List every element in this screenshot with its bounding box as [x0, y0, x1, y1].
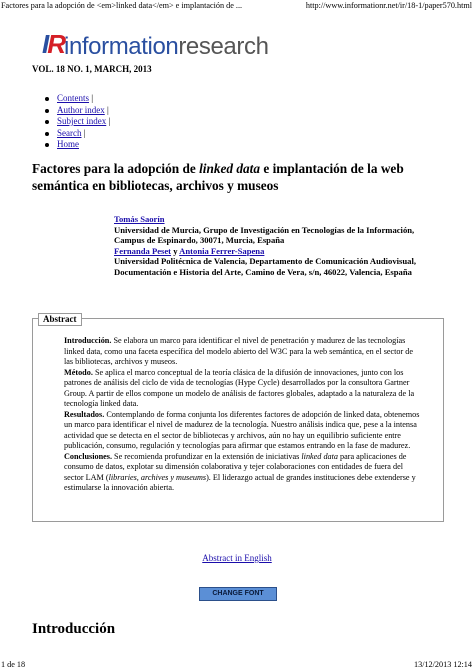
page-url: http://www.informationr.net/ir/18-1/paper570.html [305, 1, 472, 10]
abstract-in-english-link[interactable]: Abstract in English [202, 553, 272, 563]
logo-text-research: research [178, 33, 269, 60]
author-link-ferrer-sapena[interactable]: Antonia Ferrer-Sapena [179, 245, 265, 256]
logo-text-information: information [64, 33, 179, 60]
abstract-conclusions: Conclusiones. Se recomienda profundizar en la extensión de iniciativas linked data para aplicaciones de consumo de datos, explotar su dimensión colaborativa y tejer colaboraciones con entidades de fuera del sector LAM (libraries, archives y museums). El liderazgo actual de grandes instituciones debe extenderse y estimularse la innovación abierta. [64, 451, 416, 492]
page-number: 1 de 18 [1, 660, 26, 669]
author-link-peset[interactable]: Fernanda Peset [114, 245, 172, 256]
nav-item-author-index: Author index | [45, 105, 110, 117]
nav-link-author-index[interactable]: Author index [57, 104, 105, 115]
abstract-results: Resultados. Contemplando de forma conjunta los diferentes factores de adopción de linked data, obtenemos un marco para identificar el nivel de madurez de la tecnología. Nuestro análisis indica que, pese a la intensa actividad que se detecta en el sector de bibliotecas y archivos, aún no hay un equilibrio suficiente entre publicación, consumo, regulación y tecnologías para afirmar que estamos entrando en la fase de madurez. [64, 409, 420, 450]
affiliation-murcia: Universidad de Murcia, Grupo de Investigación en Tecnologías de la Información, Campus de Espinardo, 30071, Murcia, España [114, 224, 415, 246]
nav-link-subject-index[interactable]: Subject index [57, 116, 107, 126]
nav-item-contents: Contents | [45, 93, 110, 105]
change-font-button[interactable]: CHANGE FONT [199, 587, 277, 601]
nav-item-subject-index: Subject index | [45, 116, 110, 128]
article-title: Factores para la adopción de linked data e implantación de la web semántica en bibliotecas, archivos y museos [32, 161, 404, 193]
section-heading-introduccion: Introducción [32, 621, 116, 637]
author-link-saorin[interactable]: Tomás Saorín [114, 214, 165, 224]
nav-list [45, 93, 110, 151]
author-block: Tomás Saorín Universidad de Murcia, Grupo de Investigación en Tecnologías de la Información, Campus de Espinardo, 30071, Murcia, España Fernanda Peset y Antonia Ferrer-Sapena Universidad Politécnica de Valencia, Departamento de Comunicación Audiovisual, Documentación e Historia del Arte, Camino de Vera, s/n, 46022, Valencia, España [114, 214, 424, 278]
issue-line: VOL. 18 NO. 1, MARCH, 2013 [32, 64, 152, 74]
english-abstract-row [0, 553, 474, 563]
abstract-label: Abstract [38, 313, 82, 326]
nav-link-search[interactable]: Search [57, 127, 82, 138]
print-header [0, 0, 474, 12]
affiliation-valencia: Universidad Politécnica de Valencia, Departamento de Comunicación Audiovisual, Documentación e Historia del Arte, Camino de Vera, s/n, 46022, Valencia, España [114, 256, 416, 277]
nav-item-search: Search | [45, 128, 110, 140]
print-datetime: 13/12/2013 12:14 [414, 660, 472, 669]
page-title-header: Factores para la adopción de <em>linked data</em> e implantación de ... [1, 1, 243, 10]
information-research-logo[interactable] [42, 30, 269, 58]
abstract-intro: Introducción. Se elabora un marco para identificar el nivel de penetración y madurez de las tecnologías linked data, como una faceta específica del modelo abierto del W3C para la web semántica, en el sector de las bibliotecas, archivos y museos. [64, 336, 414, 366]
ir-logo-icon: IR [42, 29, 65, 59]
nav-link-home[interactable]: Home [57, 139, 79, 149]
abstract-method: Método. Se aplica el marco conceptual de la teoría clásica de la difusión de innovaciones, junto con los patrones de análisis del ciclo de vida de tecnologías (Hype Cycle) desarrollados por la consultora Gartner Group. A partir de ellos compone un modelo de análisis de factores globales, adaptado a la naturaleza de la tecnología linked data. [64, 367, 415, 408]
abstract-text [64, 336, 420, 494]
nav-link-contents[interactable]: Contents [57, 93, 90, 103]
print-footer [0, 658, 474, 670]
nav-item-home [45, 139, 110, 151]
